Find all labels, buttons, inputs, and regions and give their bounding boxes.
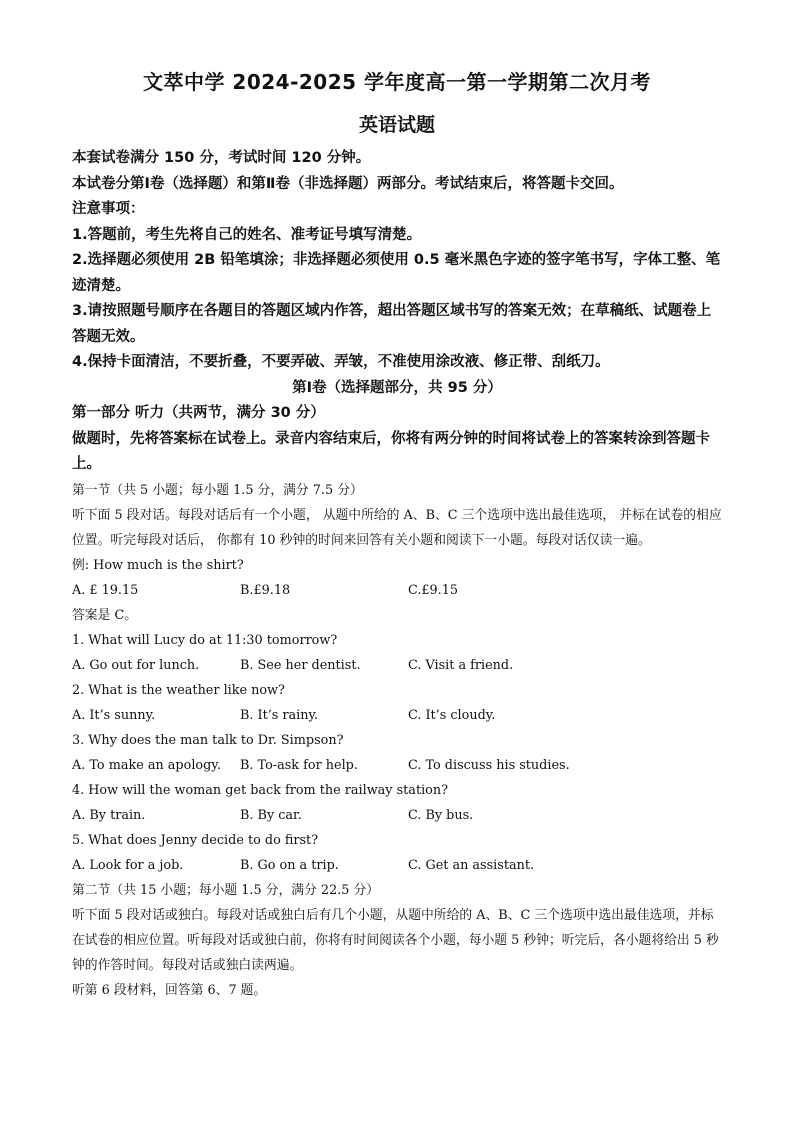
option-a: A. By train. <box>72 807 146 823</box>
question-5-options <box>72 853 722 878</box>
option-c: C.£9.15 <box>408 582 459 598</box>
option-a: A. To make an apology. <box>72 757 221 773</box>
option-c: C. Visit a friend. <box>408 657 514 673</box>
part1-instruction: 做题时，先将答案标在试卷上。录音内容结束后，你将有两分钟的时间将试卷上的答案转涂到答题卡上。 <box>72 430 710 472</box>
notes-heading: 注意事项： <box>72 201 145 217</box>
note-item: 3.请按照题号顺序在各题目的答题区域内作答，超出答题区域书写的答案无效；在草稿纸、试题卷上答题无效。 <box>72 303 712 345</box>
question-4: 4. How will the woman get back from the railway station? <box>72 782 448 798</box>
option-c: C. Get an assistant. <box>408 857 535 873</box>
exam-title: 文萃中学 2024-2025 学年度高一第一学期第二次月考 <box>142 70 652 94</box>
section2-heading: 第二节（共 15 小题；每小题 1.5 分，满分 22.5 分） <box>72 882 380 898</box>
note-item: 4.保持卡面清洁，不要折叠，不要弄破、弄皱，不准使用涂改液、修正带、刮纸刀。 <box>72 354 610 370</box>
section1-heading: 第一节（共 5 小题；每小题 1.5 分，满分 7.5 分） <box>72 482 363 498</box>
question-3-options <box>72 753 722 778</box>
question-1-options <box>72 653 722 678</box>
example-answer: 答案是 C。 <box>72 607 138 623</box>
option-a: A. Look for a job. <box>72 857 184 873</box>
option-b: B. Go on a trip. <box>240 857 339 873</box>
option-b: B. It’s rainy. <box>240 707 319 723</box>
section2-material-line: 听第 6 段材料，回答第 6、7 题。 <box>72 982 267 998</box>
note-item: 1.答题前，考生先将自己的姓名、准考证号填写清楚。 <box>72 226 422 243</box>
example-question: 例: How much is the shirt? <box>72 557 244 573</box>
section2-instruction: 听下面 5 段对话或独白。每段对话或独白后有几个小题，从题中所给的 A、B、C 三个选项中选出最佳选项，并标在试卷的相应位置。听每段对话或独白前，你将有时间阅读各个小题，每小题 5 秒钟；听完后，各小题将给出 5 秒钟的作答时间。每段对话或独白读两遍。 <box>72 907 719 973</box>
option-b: B. To-ask for help. <box>240 757 358 773</box>
option-b: B. See her dentist. <box>240 657 361 673</box>
option-a: A. Go out for lunch. <box>72 657 200 673</box>
part1-heading: 第一部分 听力（共两节，满分 30 分） <box>72 405 325 421</box>
intro-score-line: 本套试卷满分 150 分，考试时间 120 分钟。 <box>72 150 371 166</box>
option-c: C. It’s cloudy. <box>408 707 496 723</box>
option-a: A. It’s sunny. <box>72 707 156 723</box>
option-a: A. £ 19.15 <box>72 582 139 598</box>
volume1-heading: 第Ⅰ卷（选择题部分，共 95 分） <box>292 379 502 396</box>
option-b: B.£9.18 <box>240 582 291 598</box>
question-2-options <box>72 703 722 728</box>
exam-content <box>72 146 722 1003</box>
question-5: 5. What does Jenny decide to do first? <box>72 832 319 848</box>
question-4-options <box>72 803 722 828</box>
option-c: C. To discuss his studies. <box>408 757 570 773</box>
question-3: 3. Why does the man talk to Dr. Simpson? <box>72 732 344 748</box>
exam-subtitle: 英语试题 <box>358 114 435 136</box>
question-1: 1. What will Lucy do at 11:30 tomorrow? <box>72 632 338 648</box>
option-c: C. By bus. <box>408 807 474 823</box>
question-2: 2. What is the weather like now? <box>72 682 285 698</box>
note-item: 2.选择题必须使用 2B 铅笔填涂；非选择题必须使用 0.5 毫米黑色字迹的签字笔书写，字体工整、笔迹清楚。 <box>72 252 721 294</box>
example-options <box>72 578 722 603</box>
section1-instruction: 听下面 5 段对话。每段对话后有一个小题， 从题中所给的 A、B、C 三个选项中选出最佳选项， 并标在试卷的相应位置。听完每段对话后， 你都有 10 秒钟的时间来回答有关小题和阅读下一小题。每段对话仅读一遍。 <box>72 507 722 548</box>
intro-structure-line: 本试卷分第Ⅰ卷（选择题）和第Ⅱ卷（非选择题）两部分。考试结束后，将答题卡交回。 <box>72 175 624 192</box>
option-b: B. By car. <box>240 807 302 823</box>
